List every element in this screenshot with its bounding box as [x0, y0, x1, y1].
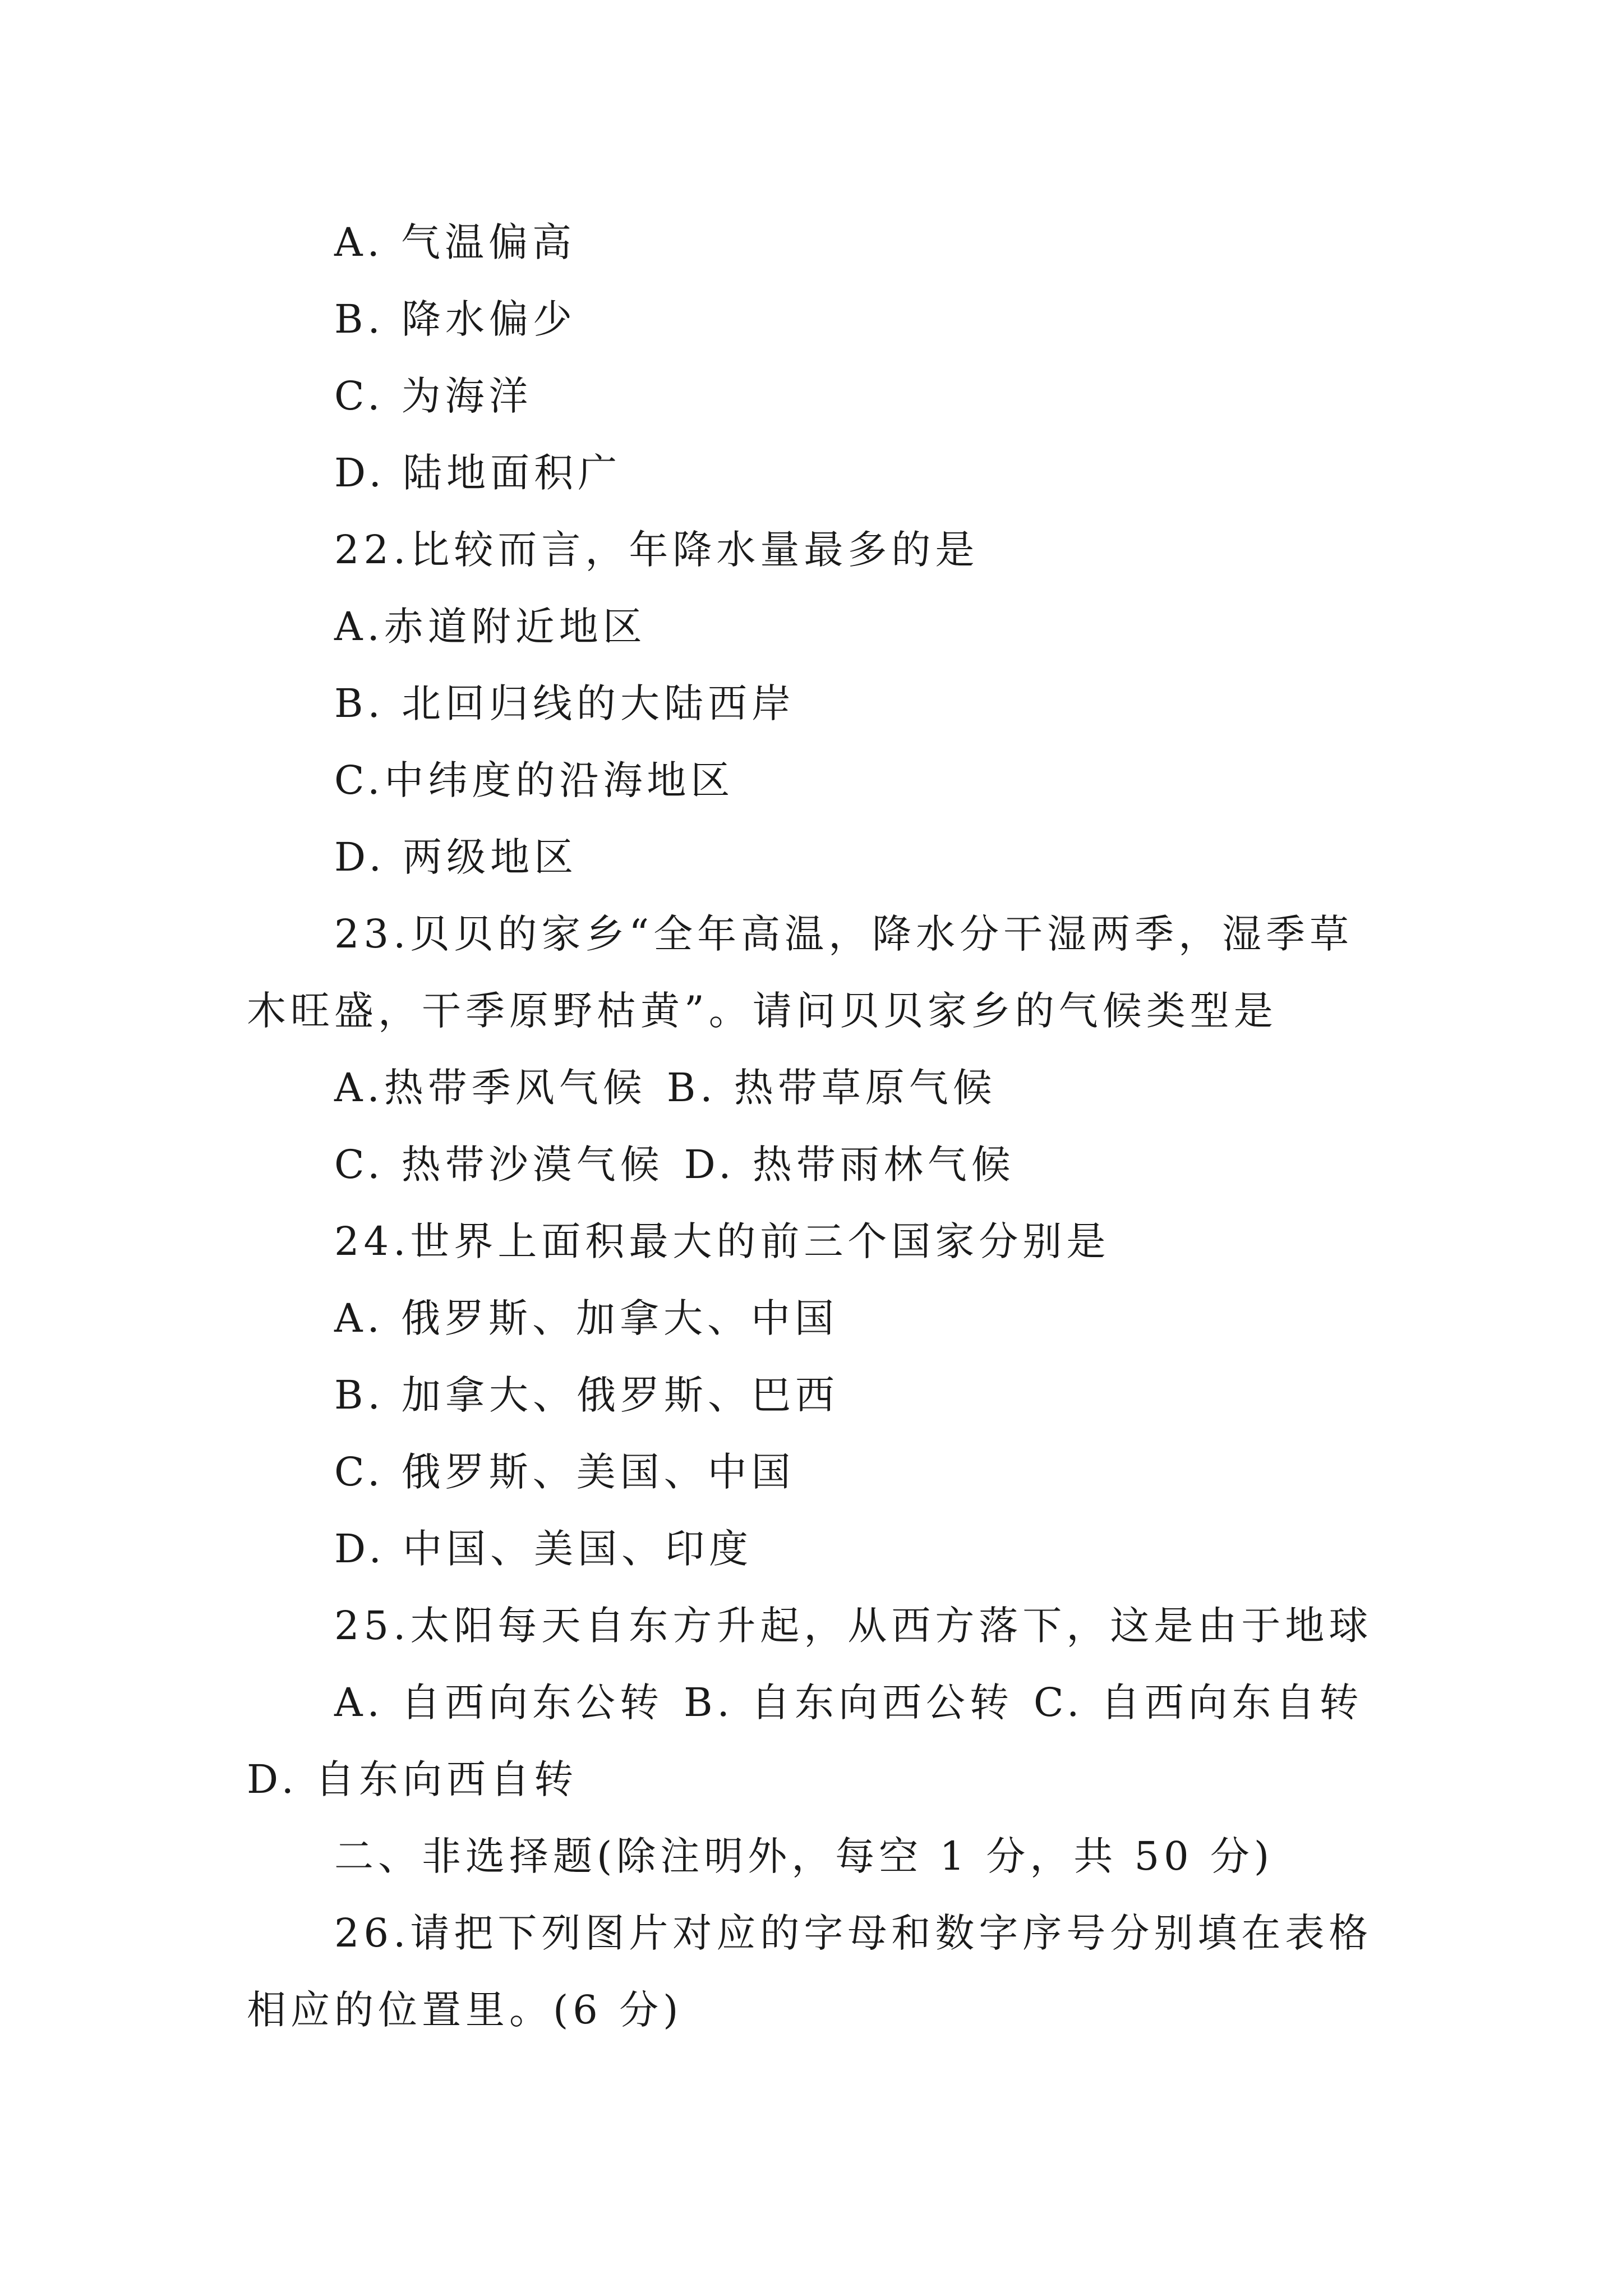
q22-option-d: D. 两级地区 — [334, 834, 578, 880]
section-2-heading: 二、非选择题(除注明外，每空 1 分，共 50 分) — [334, 1833, 1274, 1879]
q26-stem-line2: 相应的位置里。(6 分) — [247, 1987, 683, 2033]
q23-option-d: D. 热带雨林气候 — [684, 1142, 1015, 1188]
q24-option-d: D. 中国、美国、印度 — [334, 1526, 753, 1572]
q25-option-d: D. 自东向西自转 — [247, 1756, 578, 1802]
q24-option-c: C. 俄罗斯、美国、中国 — [334, 1449, 795, 1495]
q21-option-c: C. 为海洋 — [334, 373, 533, 419]
q21-option-a: A. 气温偏高 — [334, 219, 577, 265]
q24-stem: 24.世界上面积最大的前三个国家分别是 — [334, 1218, 1110, 1264]
q23-option-c: C. 热带沙漠气候 — [334, 1142, 664, 1188]
q25-option-c: C. 自西向东自转 — [1034, 1680, 1363, 1726]
q23-options-row1 — [334, 1060, 997, 1116]
q25-options-row1 — [334, 1674, 1363, 1731]
q23-option-a: A.热带季风气候 — [334, 1065, 647, 1111]
q26-stem-line1: 26.请把下列图片对应的字母和数字序号分别填在表格 — [334, 1910, 1373, 1956]
q23-stem-line2: 木旺盛，干季原野枯黄”。请问贝贝家乡的气候类型是 — [247, 988, 1278, 1034]
q22-option-a: A.赤道附近地区 — [334, 604, 647, 650]
q23-option-b: B. 热带草原气候 — [666, 1065, 997, 1111]
q21-option-d: D. 陆地面积广 — [334, 450, 622, 496]
q24-option-b: B. 加拿大、俄罗斯、巴西 — [334, 1372, 839, 1418]
q22-option-c: C.中纬度的沿海地区 — [334, 757, 735, 803]
q22-stem: 22.比较而言，年降水量最多的是 — [334, 527, 979, 573]
q21-option-b: B. 降水偏少 — [334, 296, 577, 342]
q24-option-a: A. 俄罗斯、加拿大、中国 — [334, 1295, 839, 1341]
q25-stem: 25.太阳每天自东方升起，从西方落下，这是由于地球 — [334, 1603, 1373, 1649]
q23-stem-line1: 23.贝贝的家乡“全年高温，降水分干湿两季，湿季草 — [334, 911, 1354, 957]
q25-option-a: A. 自西向东公转 — [334, 1680, 664, 1726]
q22-option-b: B. 北回归线的大陆西岸 — [334, 680, 795, 726]
q25-option-b: B. 自东向西公转 — [684, 1680, 1014, 1726]
q23-options-row2 — [334, 1137, 1015, 1193]
